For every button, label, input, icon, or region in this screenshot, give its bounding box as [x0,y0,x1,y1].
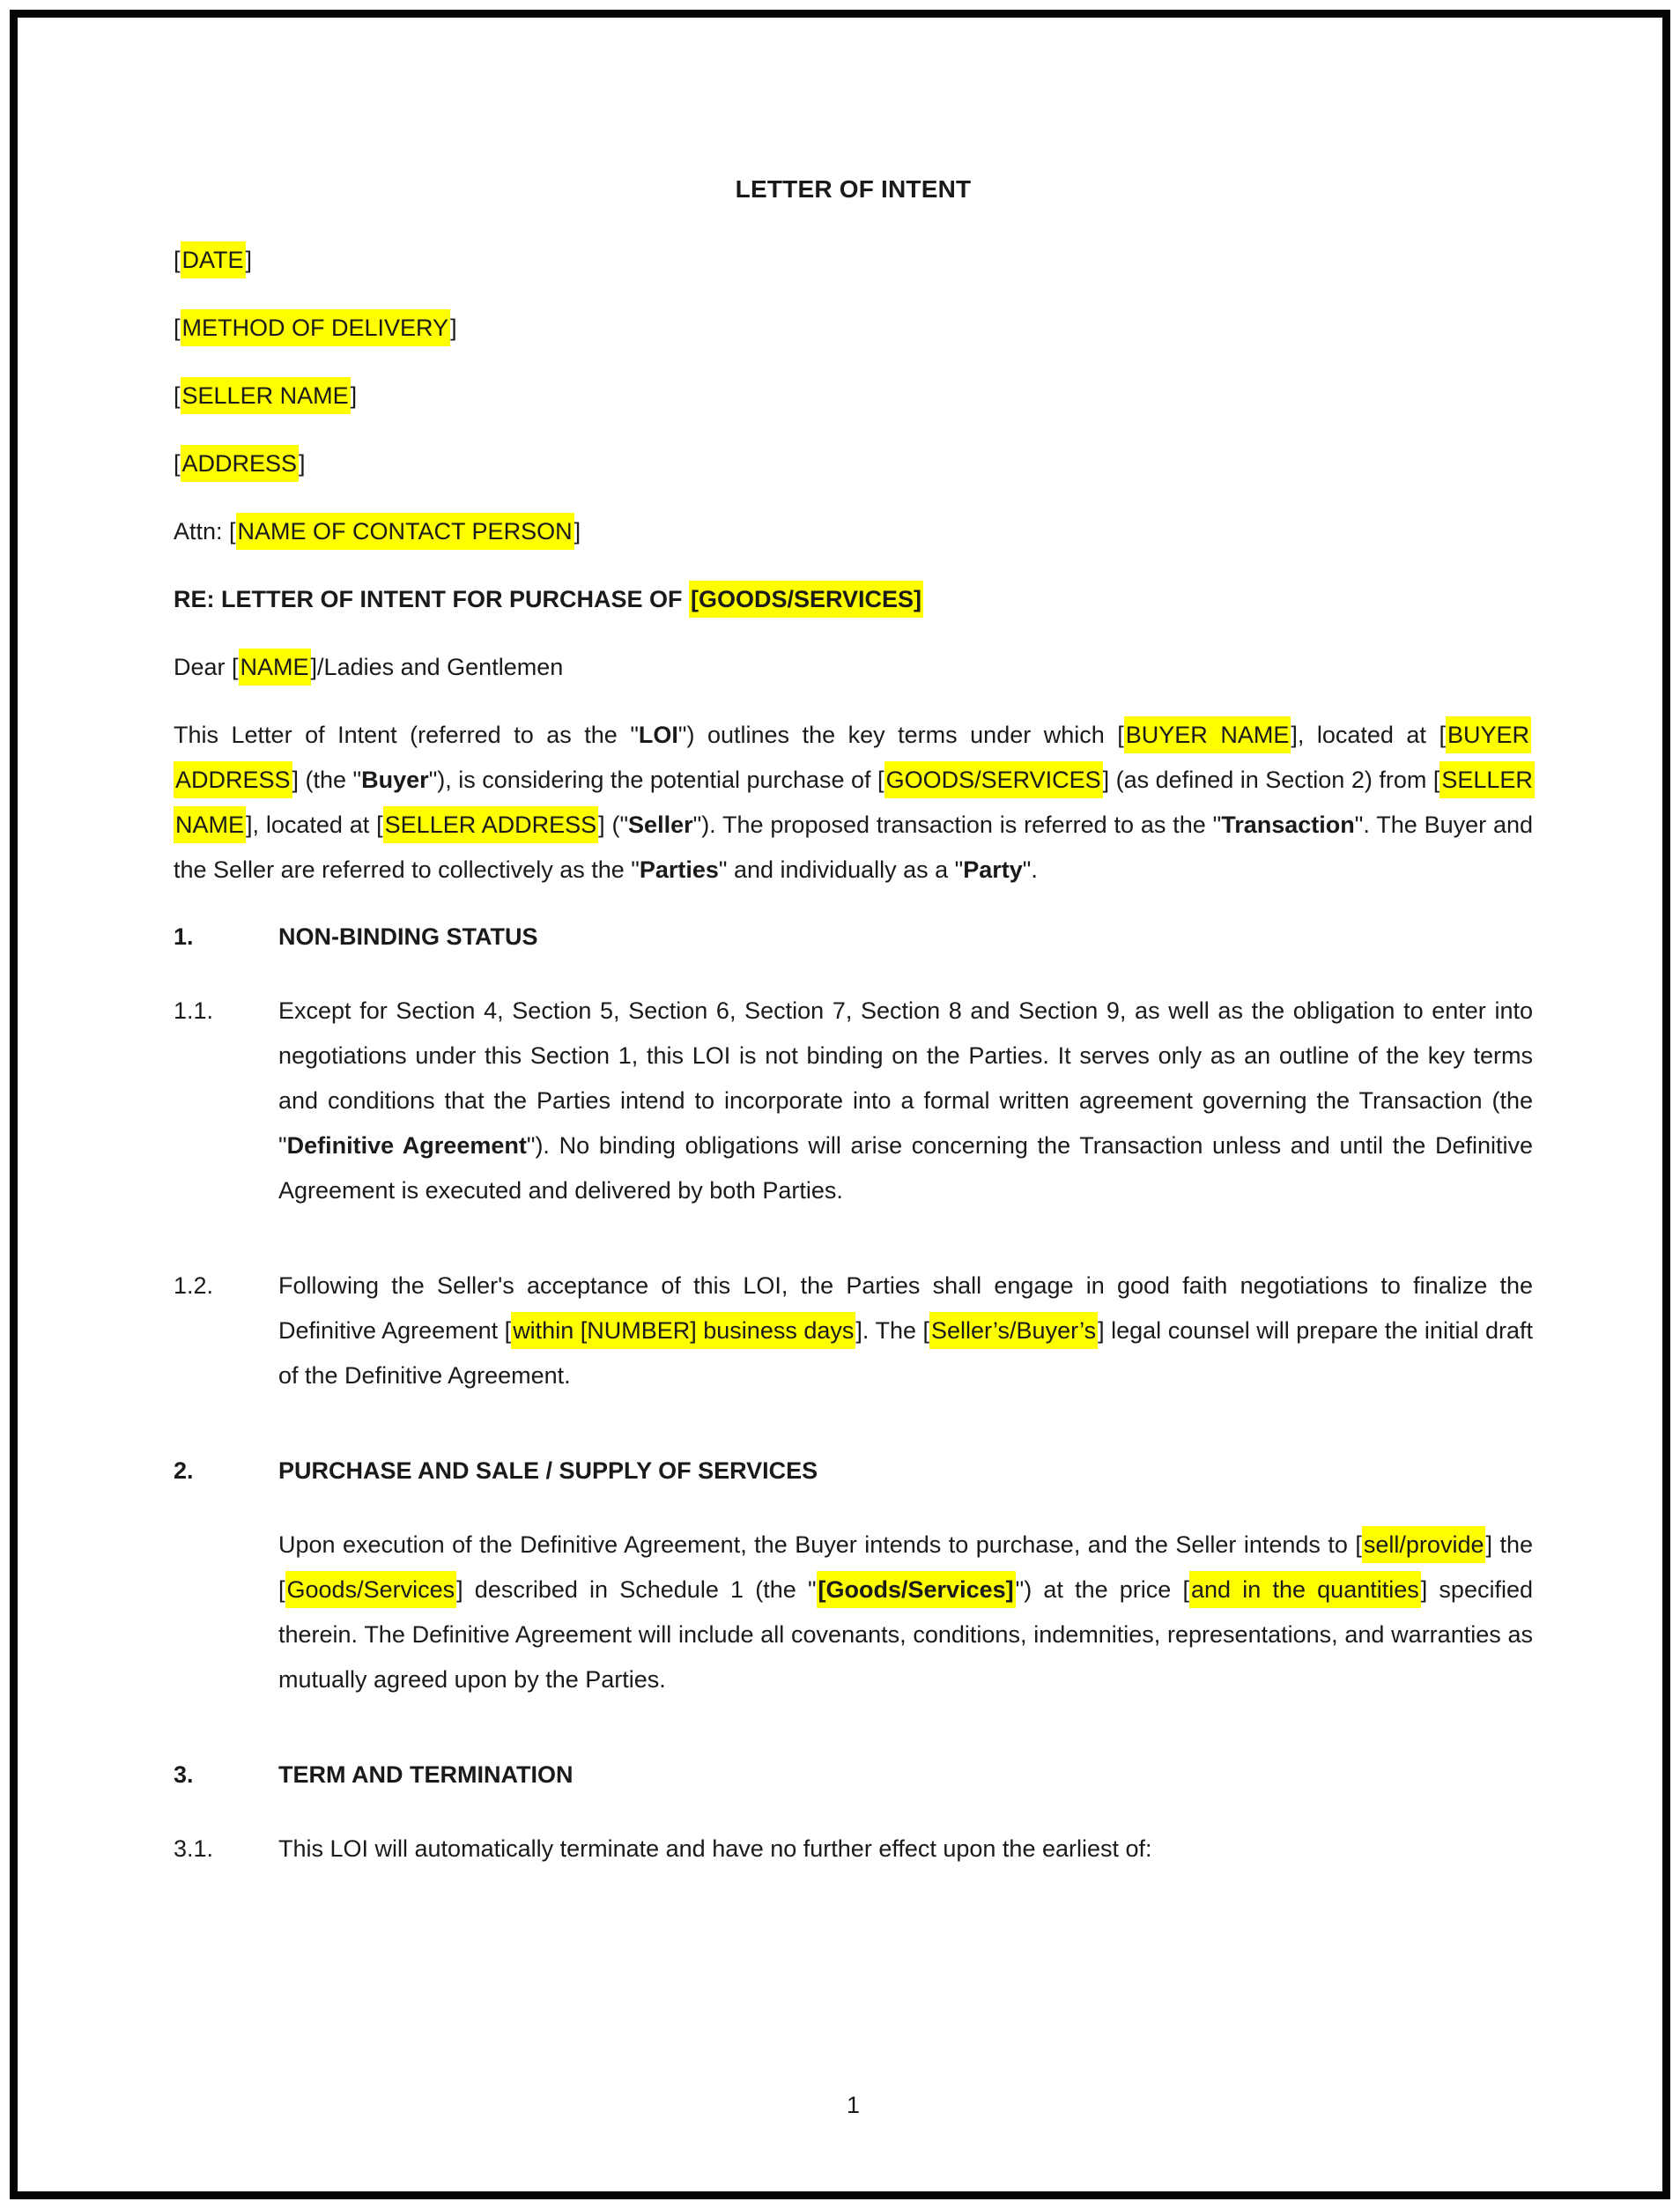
clause-row [174,989,1533,1213]
re-subject-line [174,577,1533,621]
clause-row [174,1523,1533,1702]
highlighted-placeholder: [GOODS/SERVICES] [689,581,923,618]
text-run: "), is considering the potential purchase of [ [428,767,884,793]
section-heading-row [174,1449,1533,1494]
clause-row [174,1264,1533,1398]
bold-text-run: Definitive Agreement [286,1132,527,1159]
clause-text [278,1264,1533,1398]
clause-number [174,1523,278,1702]
text-run: Attn: [ [174,518,236,545]
intro-paragraph [174,713,1533,893]
highlighted-placeholder: SELLER ADDRESS [383,806,598,843]
clause-number: 3.1. [174,1835,214,1862]
bold-text-run: LOI [638,722,678,748]
section-non-binding-status [174,915,1533,1398]
highlighted-placeholder: Goods/Services [285,1571,457,1608]
bold-text-run: Party [963,856,1023,883]
highlighted-placeholder: Seller’s/Buyer’s [929,1312,1098,1349]
attention-line [174,509,1533,553]
text-run: ] legal counsel will prepare the initial draft of the Definitive Agreement. [278,1317,1534,1389]
text-run: ". [1022,856,1038,883]
highlighted-placeholder: [Goods/Services] [817,1571,1016,1608]
page-content [174,174,1533,1922]
text-run: ]. The [ [855,1317,929,1344]
text-run: ] specified therein. The Definitive Agreement will include all covenants, conditions, indemnities, representations, and warranties as mutually agreed upon by the Parties. [278,1576,1534,1693]
text-run: [ [174,247,181,273]
text-run: Upon execution of the Definitive Agreement, the Buyer intends to purchase, and the Seller intends to [ [278,1531,1362,1558]
clause-number: 1.1. [174,997,214,1024]
text-run: [ [174,450,181,477]
text-run: [ [174,382,181,409]
text-run: ] (the " [292,767,362,793]
section-number: 2. [174,1457,194,1484]
letterhead-block [174,238,1533,689]
text-run: ]/Ladies and Gentlemen [310,654,564,680]
bold-text-run: Seller [628,812,693,838]
bold-text-run: Transaction [1221,812,1355,838]
page-number: 1 [846,2092,861,2118]
text-run: ") outlines the key terms under which [ [677,722,1124,748]
delivery-method-line [174,306,1533,350]
clause-text [278,989,1533,1213]
bold-text-run: Parties [639,856,719,883]
highlighted-placeholder: SELLER NAME [181,377,351,414]
clause-text [278,1523,1533,1702]
section-term-and-termination [174,1753,1533,1872]
section-heading-text: TERM AND TERMINATION [278,1761,574,1788]
bold-text-run: Buyer [361,767,429,793]
highlighted-placeholder: BUYER NAME [1124,716,1291,753]
section-heading-text: PURCHASE AND SALE / SUPPLY OF SERVICES [278,1457,818,1484]
text-run: ] the [ [278,1531,1533,1603]
text-run: This Letter of Intent (referred to as the " [174,722,639,748]
address-line [174,441,1533,486]
highlighted-placeholder: SELLER NAME [174,761,1535,843]
page-title: LETTER OF INTENT [735,175,972,203]
section-heading-text: NON-BINDING STATUS [278,923,538,950]
text-run: ") at the price [ [1015,1576,1190,1603]
bold-text-run: RE: LETTER OF INTENT FOR PURCHASE OF [174,586,689,612]
text-run: Except for Section 4, Section 5, Section 6, Section 7, Section 8 and Section 9, as well as the obligation to enter into negotiations under this Section 1, this LOI is not binding on the Parties. It serves only as an outline of the key terms and conditions that the Parties intend to incorporate into a formal written agreement governing the Transaction (the " [278,997,1533,1159]
section-number: 3. [174,1761,194,1788]
text-run: ] [350,382,358,409]
section-heading-row [174,1753,1533,1798]
highlighted-placeholder: METHOD OF DELIVERY [181,309,451,346]
highlighted-placeholder: DATE [181,241,246,278]
text-run: ] (as defined in Section 2) from [ [1102,767,1440,793]
highlighted-placeholder: NAME [239,649,311,686]
date-line [174,238,1533,282]
clause-number: 1.2. [174,1272,214,1299]
text-run: Following the Seller's acceptance of this LOI, the Parties shall engage in good faith negotiations to finalize the Definitive Agreement [ [278,1272,1533,1344]
highlighted-placeholder: ADDRESS [181,445,300,482]
text-run: ] described in Schedule 1 (the " [456,1576,817,1603]
salutation-line [174,645,1533,689]
section-purchase-and-sale [174,1449,1533,1702]
highlighted-placeholder: and in the quantities [1189,1571,1421,1608]
text-run: This LOI will automatically terminate and have no further effect upon the earliest of: [278,1835,1152,1862]
text-run: ] [299,450,306,477]
seller-name-line [174,374,1533,418]
highlighted-placeholder: GOODS/SERVICES [884,761,1103,798]
clause-row [174,1827,1533,1872]
highlighted-placeholder: within [NUMBER] business days [511,1312,855,1349]
text-run: "). The proposed transaction is referred to as the " [692,812,1222,838]
text-run: ] (" [598,812,629,838]
text-run: ] [450,315,457,341]
clause-text [278,1827,1533,1872]
text-run: Dear [ [174,654,239,680]
text-run: ] [245,247,253,273]
text-run: ], located at [ [246,812,383,838]
section-number: 1. [174,923,194,950]
text-run: ". The Buyer and the Seller are referred to collectively as the " [174,812,1533,883]
highlighted-placeholder: sell/provide [1362,1526,1486,1563]
text-run: [ [174,315,181,341]
section-heading-row [174,915,1533,960]
text-run: ] [574,518,581,545]
highlighted-placeholder: NAME OF CONTACT PERSON [236,513,574,550]
highlighted-placeholder: BUYER ADDRESS [174,716,1531,798]
text-run: "). No binding obligations will arise concerning the Transaction unless and until the Definitive Agreement is executed and delivered by both Parties. [278,1132,1533,1204]
text-run: ], located at [ [1291,722,1446,748]
text-run: " and individually as a " [718,856,964,883]
